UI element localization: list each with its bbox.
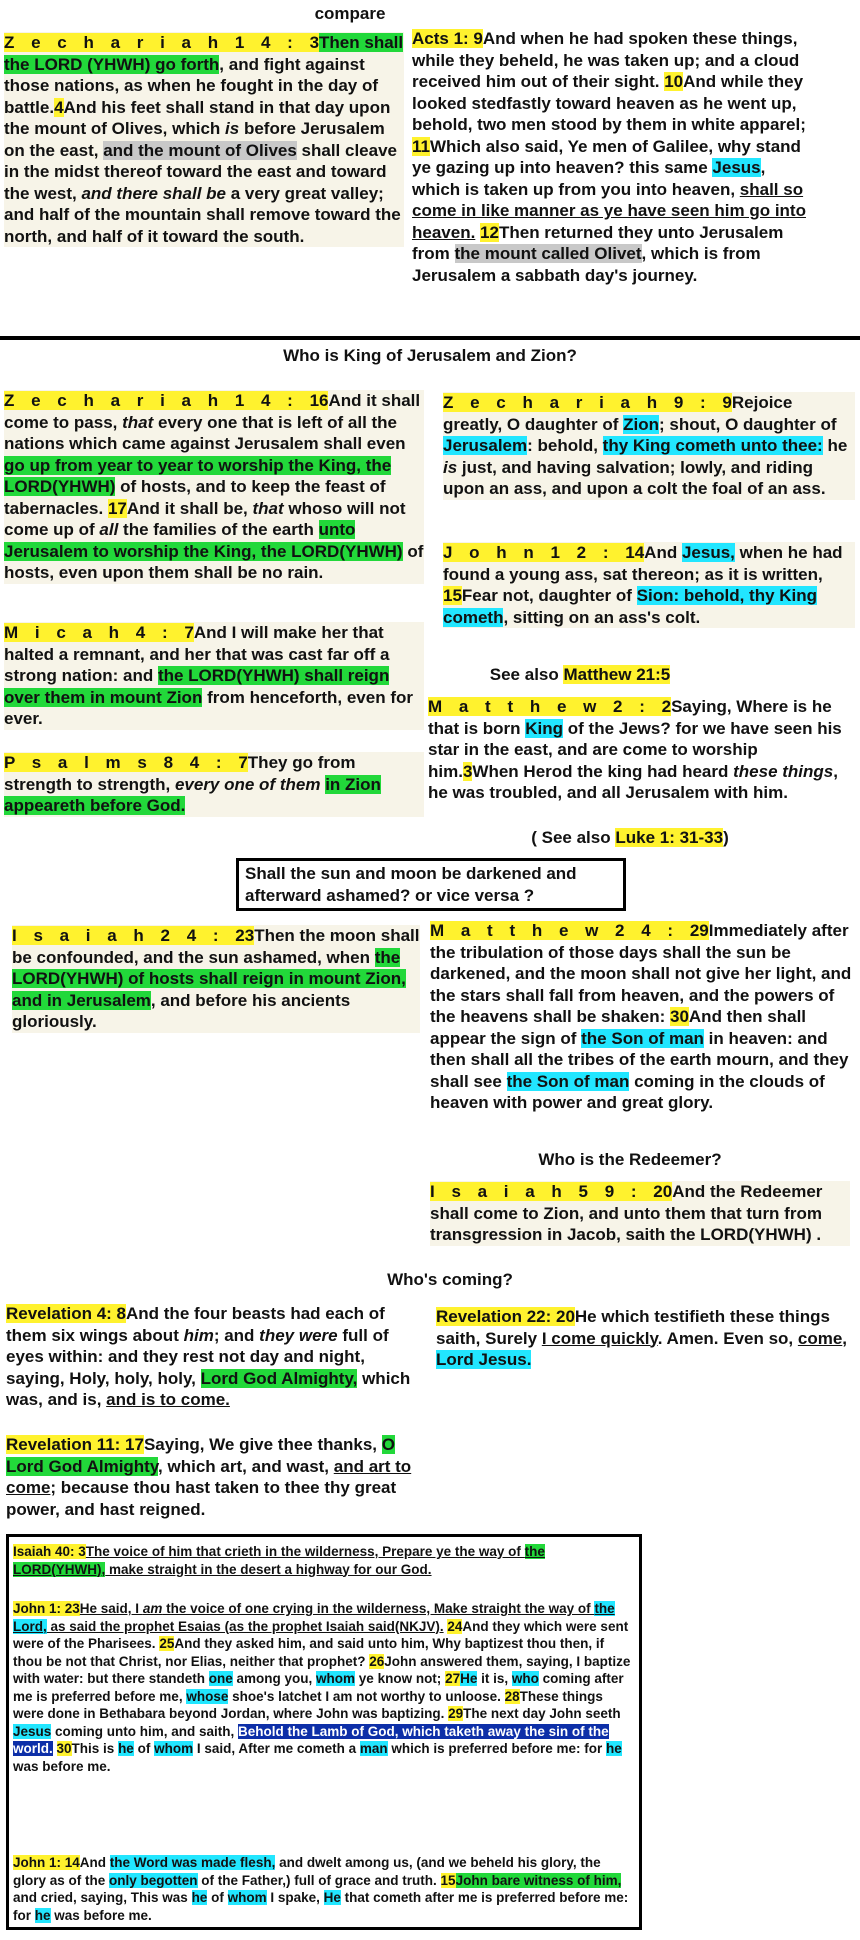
verse-text: , which is from Jerusalem a sabbath day's journey. (412, 244, 761, 285)
highlighted-text: Isaiah 40: 3 (13, 1544, 86, 1559)
verse-text: I spake, (266, 1890, 324, 1905)
passage-john-1-23-30 (13, 1600, 633, 1775)
highlighted-text: John bare witness of him, (455, 1872, 622, 1888)
verse-text: shall cleave in the midst thereof toward the east and toward the west, (4, 140, 397, 203)
verse-text: ; and (213, 1325, 260, 1345)
highlighted-text: Jesus, (681, 543, 735, 562)
verse-text: : behold, (527, 436, 603, 455)
verse-reference: P s a l m s 8 4 : (4, 753, 239, 772)
verse-text: full of eyes within: and they rest not day and night, saying, Holy, holy, holy, (6, 1325, 389, 1388)
highlighted-text: 30 (56, 1741, 72, 1756)
verse-text: And (644, 543, 682, 562)
verse-text: And it shall come to pass, (4, 391, 421, 432)
verse-text: coming unto him, and saith, (51, 1723, 239, 1739)
highlighted-text: 7 (238, 753, 248, 772)
see-also-matthew (430, 665, 730, 685)
verse-text: which is preferred before me: for (387, 1741, 606, 1756)
verse-reference: Z e c h a r i a h 1 4 : (4, 391, 310, 410)
highlighted-text: O Lord God Almighty (6, 1435, 395, 1476)
highlighted-text: 23 (235, 926, 255, 945)
section-title-coming: Who's coming? (387, 1270, 513, 1289)
highlighted-text: in Zion appeareth before God. (4, 774, 381, 815)
verse-text: And they which were sent were of the Pharisees. (13, 1618, 629, 1651)
highlighted-text: He (323, 1890, 341, 1905)
verse-text: whoso will not come up of (4, 498, 406, 539)
verse-text: And the four beasts had each of them six wings about (6, 1304, 385, 1345)
verse-text: of (133, 1741, 155, 1756)
highlighted-text: whose (186, 1688, 229, 1704)
verse-text: The next day John seeth (463, 1706, 621, 1721)
highlighted-text: the Lord, (13, 1601, 615, 1634)
verse-text: These things were done in Bethabara beyond Jordan, where John was baptizing. (13, 1688, 603, 1721)
verse-text: shall so come in like manner as ye have seen him go into heaven. (412, 179, 806, 242)
verse-text: I said, After me cometh a (193, 1741, 360, 1756)
highlighted-text: the LORD(YHWH), (13, 1544, 545, 1577)
passage-zechariah-14-16-17 (4, 390, 424, 584)
verse-text: John answered them, saying, I baptize with water: but there standeth (13, 1653, 631, 1686)
verse-text: Saying, We give thee thanks, (143, 1435, 382, 1454)
verse-text: of (207, 1890, 228, 1905)
verse-text: Immediately after the tribulation of those days shall the sun be darkened, and the moon shall not give her light, and the stars shall fall from heaven, and the powers of the heavens shall be shaken: (430, 921, 852, 1026)
verse-text: it is, (477, 1671, 512, 1686)
highlighted-text: Lord God Almighty, (200, 1368, 358, 1388)
verse-text: ; because thou hast taken to thee thy great power, and hast reigned. (6, 1478, 397, 1519)
highlighted-text: he (34, 1907, 51, 1923)
verse-text: Saying, Where is he that is born (428, 697, 832, 738)
verse-text: And when he had spoken these things, while they beheld, he was taken up; and a cloud received him out of their sight. (412, 29, 800, 91)
highlighted-text: he (191, 1890, 208, 1905)
highlighted-text: 2 (661, 697, 672, 716)
verse-text: And then shall appear the sign of (430, 1007, 807, 1048)
highlighted-text: Lord Jesus. (436, 1350, 532, 1369)
see-also-luke-prefix: ( See also (531, 828, 616, 847)
verse-text: , and before his ancients gloriously. (12, 990, 351, 1031)
verse-reference: M i c a h 4 : (4, 623, 185, 642)
highlighted-text: thy King cometh unto thee: (602, 436, 823, 455)
verse-text: come (797, 1328, 843, 1348)
highlighted-text: the Son of man (581, 1028, 704, 1048)
highlighted-text: only begotten (109, 1872, 198, 1888)
verse-text: in heaven: and then shall all the tribes of the earth mourn, and they shall see (430, 1028, 849, 1091)
verse-reference: M a t t h e w 2 4 : (430, 921, 690, 940)
highlighted-text: Jerusalem (443, 436, 528, 455)
verse-text: am (142, 1601, 163, 1616)
verse-text: of the Father,) full of grace and truth. (197, 1872, 441, 1888)
highlighted-text: 11 (412, 136, 430, 156)
highlighted-text: Behold the Lamb of God, which taketh away the sin of the world. (13, 1723, 609, 1756)
see-also-ref: Matthew 21:5 (563, 665, 671, 684)
verse-text: Rejoice greatly, O daughter of (443, 393, 793, 434)
verse-reference: J o h n 1 2 : (443, 543, 626, 562)
verse-text: , and fight against those nations, as when he fought in the day of battle. (4, 54, 379, 117)
highlighted-text: 7 (184, 623, 194, 642)
highlighted-text: the Word was made flesh, (109, 1855, 276, 1870)
verse-text: coming in the clouds of heaven with power and great glory. (430, 1071, 825, 1112)
verse-text: every one of them (174, 774, 321, 794)
verse-text: He said, I (79, 1601, 143, 1616)
verse-text: And the Redeemer shall come to Zion, and unto them that turn from transgression in Jacob, saith the LORD(YHWH) . (430, 1182, 823, 1244)
verse-text: He which testifieth these things saith, Surely (436, 1307, 830, 1348)
highlighted-text: 25 (159, 1636, 175, 1651)
verse-text: were (298, 1325, 338, 1345)
verse-text: When Herod the king had heard (472, 761, 734, 781)
verse-text: they (259, 1325, 295, 1345)
see-also-luke (430, 828, 830, 848)
passage-matthew-24-29-30 (430, 920, 858, 1114)
section-title-sun-moon: Shall the sun and moon be darkened and afterward ashamed? or vice versa ? (236, 858, 626, 911)
verse-text: coming after me is preferred before me, (13, 1671, 624, 1704)
highlighted-text: man (359, 1741, 388, 1756)
verse-text: a very great valley; and half of the mountain shall remove toward the north, and half of it toward the south. (4, 183, 401, 246)
highlighted-text: Acts 1: (412, 29, 474, 48)
highlighted-text: one (208, 1671, 233, 1686)
verse-text: that (252, 498, 284, 518)
highlighted-text: 15 (443, 586, 462, 605)
verse-text: the voice of one crying in the wilderness, Make straight the way of (162, 1601, 595, 1616)
highlighted-text: 26 (369, 1653, 385, 1669)
highlighted-text: King (525, 718, 564, 738)
verse-text: of hosts, even upon them shall be no rain. (4, 541, 424, 582)
highlighted-text: the Son of man (506, 1071, 630, 1091)
highlighted-text: He (460, 1671, 478, 1686)
verse-text: that (122, 412, 154, 432)
highlighted-text: who (511, 1671, 539, 1686)
highlighted-text: whom (227, 1890, 267, 1905)
highlighted-text: he (118, 1741, 134, 1756)
highlighted-text: the LORD(YHWH) of hosts shall reign in mount Zion, and in Jerusalem (12, 947, 406, 1010)
highlighted-text: 16 (309, 391, 329, 410)
verse-text: I come quickly (541, 1328, 658, 1348)
verse-text: They go from strength to strength, (4, 753, 356, 794)
highlighted-text: John 1: 14 (13, 1855, 80, 1870)
verse-reference: M a t t h e w 2 : (428, 697, 662, 716)
passage-acts-1-9-12 (412, 28, 812, 286)
section-title-king: Who is King of Jerusalem and Zion? (283, 346, 577, 365)
highlighted-text: Revelation 22: 20 (436, 1307, 575, 1326)
verse-text: as said the prophet Esaias (as the prophet Isaiah said(NKJV). (46, 1618, 444, 1634)
highlighted-text: 24 (447, 1618, 463, 1634)
verse-reference: I s a i a h 5 9 : (430, 1182, 654, 1201)
verse-text: of hosts, and to keep the feast of tabernacles. (4, 477, 386, 518)
highlighted-text: and the mount of Olives (103, 140, 297, 160)
passage-psalms-84-7 (4, 752, 424, 817)
verse-text: And it shall be, (126, 498, 253, 518)
highlighted-text: Then shall the LORD (YHWH) go forth (4, 33, 404, 74)
highlighted-text: 3 (309, 33, 320, 52)
highlighted-text: whom (316, 1671, 356, 1686)
verse-text: when he had found a young ass, sat thereon; as it is written, (443, 543, 843, 584)
highlighted-text: Jesus (712, 158, 761, 177)
highlighted-text: Revelation 11: 17 (6, 1435, 144, 1454)
highlighted-text: John 1: 23 (13, 1601, 80, 1616)
verse-text: ye know not; (355, 1671, 446, 1686)
verse-text: and there shall be (81, 183, 227, 203)
passage-isaiah-24-23 (12, 925, 420, 1033)
verse-text: Fear not, daughter of (461, 586, 637, 605)
highlighted-text: 9 (473, 29, 483, 48)
highlighted-text: 29 (448, 1706, 464, 1721)
passage-john-12-14-15 (443, 542, 855, 628)
verse-text: which was, and is, (6, 1368, 411, 1409)
verse-text: make straight in the desert a highway for our God. (105, 1561, 432, 1577)
verse-text: , (842, 1328, 848, 1348)
verse-reference: Z e c h a r i a h 1 4 : (4, 33, 310, 52)
verse-reference: Z e c h a r i a h 9 : (443, 393, 723, 412)
highlighted-text: the LORD(YHWH) shall reign over them in mount Zion (4, 666, 390, 707)
highlighted-text: unto Jerusalem to worship the King, the LORD(YHWH) (4, 520, 403, 561)
highlighted-text: go up from year to year to worship the King, the LORD(YHWH) (4, 455, 392, 496)
verse-text: and is to come. (106, 1390, 230, 1409)
verse-text: shoe's latchet I am not worthy to unloose. (228, 1688, 505, 1704)
verse-text: Then the moon shall be confounded, and the sun ashamed, when (12, 926, 420, 967)
verse-text: Then returned they unto Jerusalem from (412, 222, 784, 263)
passage-revelation-11-17 (6, 1434, 418, 1520)
verse-text: was before me. (13, 1758, 111, 1774)
highlighted-text: 10 (664, 72, 684, 91)
john-isaiah-box (6, 1534, 642, 1930)
verse-text: and cried, saying, This was (13, 1890, 192, 1905)
verse-text: these things (733, 761, 834, 781)
section-title-redeemer: Who is the Redeemer? (538, 1150, 722, 1169)
verse-text: of the Jews? for we have seen his star in the east, and are come to worship him. (428, 718, 842, 781)
verse-text: and art to come (6, 1456, 412, 1497)
divider-top (0, 336, 860, 340)
verse-text: ; shout, O daughter of (658, 414, 837, 434)
verse-text: is (225, 119, 240, 138)
verse-text: And I will make her that halted a remnant, and her that was cast far off a strong nation: and (4, 623, 390, 685)
highlighted-text: 9 (722, 393, 732, 412)
verse-text: , which is taken up from you into heaven, (412, 158, 766, 199)
highlighted-text: Jesus (13, 1723, 52, 1739)
verse-reference: I s a i a h 2 4 : (12, 926, 236, 945)
verse-text: , he was troubled, and all Jerusalem with him. (428, 761, 838, 802)
verse-text: was before me. (50, 1907, 152, 1923)
highlighted-text: 20 (653, 1182, 673, 1201)
verse-text: and dwelt among us, (and we beheld his glory, the glory as of the (13, 1855, 601, 1888)
highlighted-text: the mount called Olivet (454, 244, 642, 263)
verse-text: is (443, 457, 458, 477)
passage-zechariah-9-9 (443, 392, 855, 500)
highlighted-text: 15 (440, 1872, 456, 1888)
see-also-prefix: See also (489, 665, 564, 684)
verse-text: And his feet shall stand in that day upon the mount of Olives, which (4, 97, 391, 138)
verse-text: , which art, and wast, (158, 1456, 334, 1476)
passage-revelation-22-20 (436, 1306, 856, 1371)
highlighted-text: Zion (623, 414, 659, 434)
verse-text: before Jerusalem on the east, (4, 119, 385, 160)
highlighted-text: 29 (689, 921, 709, 940)
verse-text: just, and having salvation; lowly, and riding upon an ass, and upon a colt the foal of an ass. (443, 457, 826, 498)
highlighted-text: Revelation 4: 8 (6, 1304, 126, 1323)
page-heading: compare (314, 4, 386, 23)
passage-zechariah-14-4 (4, 32, 404, 247)
verse-text: The voice of him that crieth in the wilderness, Prepare ye the way of (85, 1544, 525, 1559)
verse-text: him (183, 1325, 214, 1345)
passage-revelation-4-8 (6, 1303, 418, 1411)
see-also-luke-suffix: ) (723, 828, 729, 847)
highlighted-text: he (605, 1741, 622, 1756)
highlighted-text: 4 (54, 97, 64, 117)
passage-matthew-2-2-3 (428, 696, 848, 804)
passage-isaiah-59-20 (430, 1181, 850, 1246)
verse-text: among you, (232, 1671, 317, 1686)
verse-text: all (99, 520, 119, 539)
passage-isaiah-40-3 (13, 1543, 633, 1578)
passage-micah-4-7 (4, 622, 424, 730)
highlighted-text: Sion: behold, thy King cometh (443, 586, 818, 627)
verse-text (53, 1741, 57, 1756)
highlighted-text: 17 (107, 498, 127, 518)
verse-text: from henceforth, even for ever. (4, 687, 413, 728)
verse-text: And (79, 1855, 110, 1870)
see-also-luke-ref: Luke 1: 31-33 (615, 828, 724, 847)
verse-text: And they asked him, and said unto him, Why baptizest thou then, if thou be not that Christ, nor Elias, neither that prophet? (13, 1636, 605, 1669)
verse-text: , sitting on an ass's colt. (503, 607, 701, 627)
verse-text: the families of the earth (118, 520, 319, 539)
highlighted-text: 3 (462, 761, 473, 781)
verse-text: every one that is left of all the nations which came against Jerusalem shall even (4, 412, 406, 453)
passage-john-1-14-15 (13, 1854, 633, 1924)
verse-text: . Amen. Even so, (657, 1328, 798, 1348)
highlighted-text: 27 (445, 1671, 461, 1686)
highlighted-text: 30 (669, 1007, 689, 1026)
highlighted-text: whom (154, 1741, 194, 1756)
verse-text: Which also said, Ye men of Galilee, why stand ye gazing up into heaven? this same (412, 136, 801, 177)
verse-text: This is (71, 1741, 119, 1756)
highlighted-text: 14 (625, 543, 645, 562)
verse-text: that cometh after me is preferred before me: for (13, 1890, 629, 1923)
highlighted-text: 28 (504, 1688, 520, 1704)
verse-text: he (822, 436, 848, 455)
highlighted-text: 12 (480, 222, 499, 242)
verse-text: And while they looked stedfastly toward heaven as he went up, behold, two men stood by them in white apparel; (412, 72, 806, 134)
